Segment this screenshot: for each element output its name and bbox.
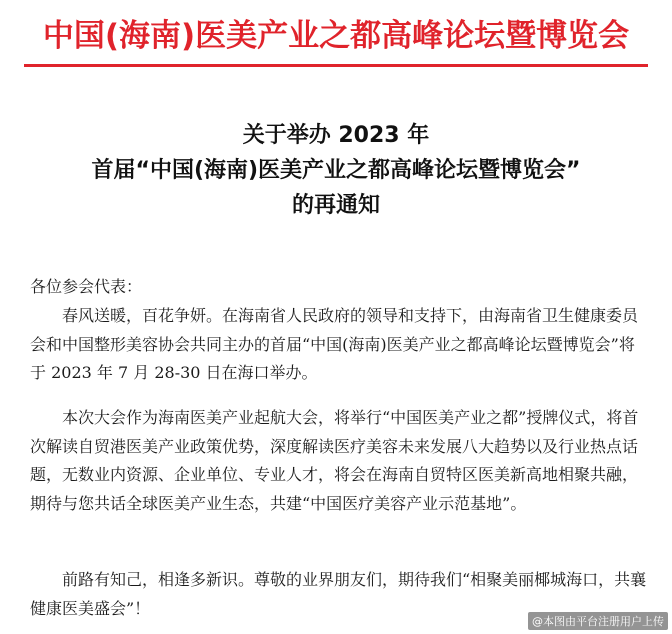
letterhead-rule (24, 64, 648, 67)
document-title-line-3: 的再通知 (291, 193, 380, 218)
paragraph-3: 前路有知己，相逢多新识。尊敬的业界朋友们，期待我们“相聚美丽椰城海口，共襄健康医美盛会”！ (30, 570, 647, 618)
paragraph-1: 春风送暖，百花争妍。在海南省人民政府的领导和支持下，由海南省卫生健康委员会和中国整形美容协会共同主办的首届“中国(海南)医美产业之都高峰论坛暨博览会”将于 2023 年 7 月 28-30 日在海口举办。 (30, 306, 639, 382)
paragraph-2: 本次大会作为海南医美产业起航大会，将举行“中国医美产业之都”授牌仪式，将首次解读自贸港医美产业政策优势，深度解读医疗美容未来发展八大趋势以及行业热点话题，无数业内资源、企业单位、专业人才，将会在海南自贸特区医美新高地相聚共融，期待与您共话全球医美产业生态，共建“中国医疗美容产业示范基地”。 (30, 408, 639, 513)
salutation: 各位参会代表： (30, 277, 143, 296)
document-title-line-2: 首届“中国(海南)医美产业之都高峰论坛暨博览会” (91, 158, 581, 183)
document-title-line-1: 关于举办 2023 年 (242, 123, 430, 148)
upload-watermark: @本图由平台注册用户上传 (528, 612, 668, 630)
letterhead-title: 中国(海南)医美产业之都高峰论坛暨博览会 (42, 18, 630, 54)
